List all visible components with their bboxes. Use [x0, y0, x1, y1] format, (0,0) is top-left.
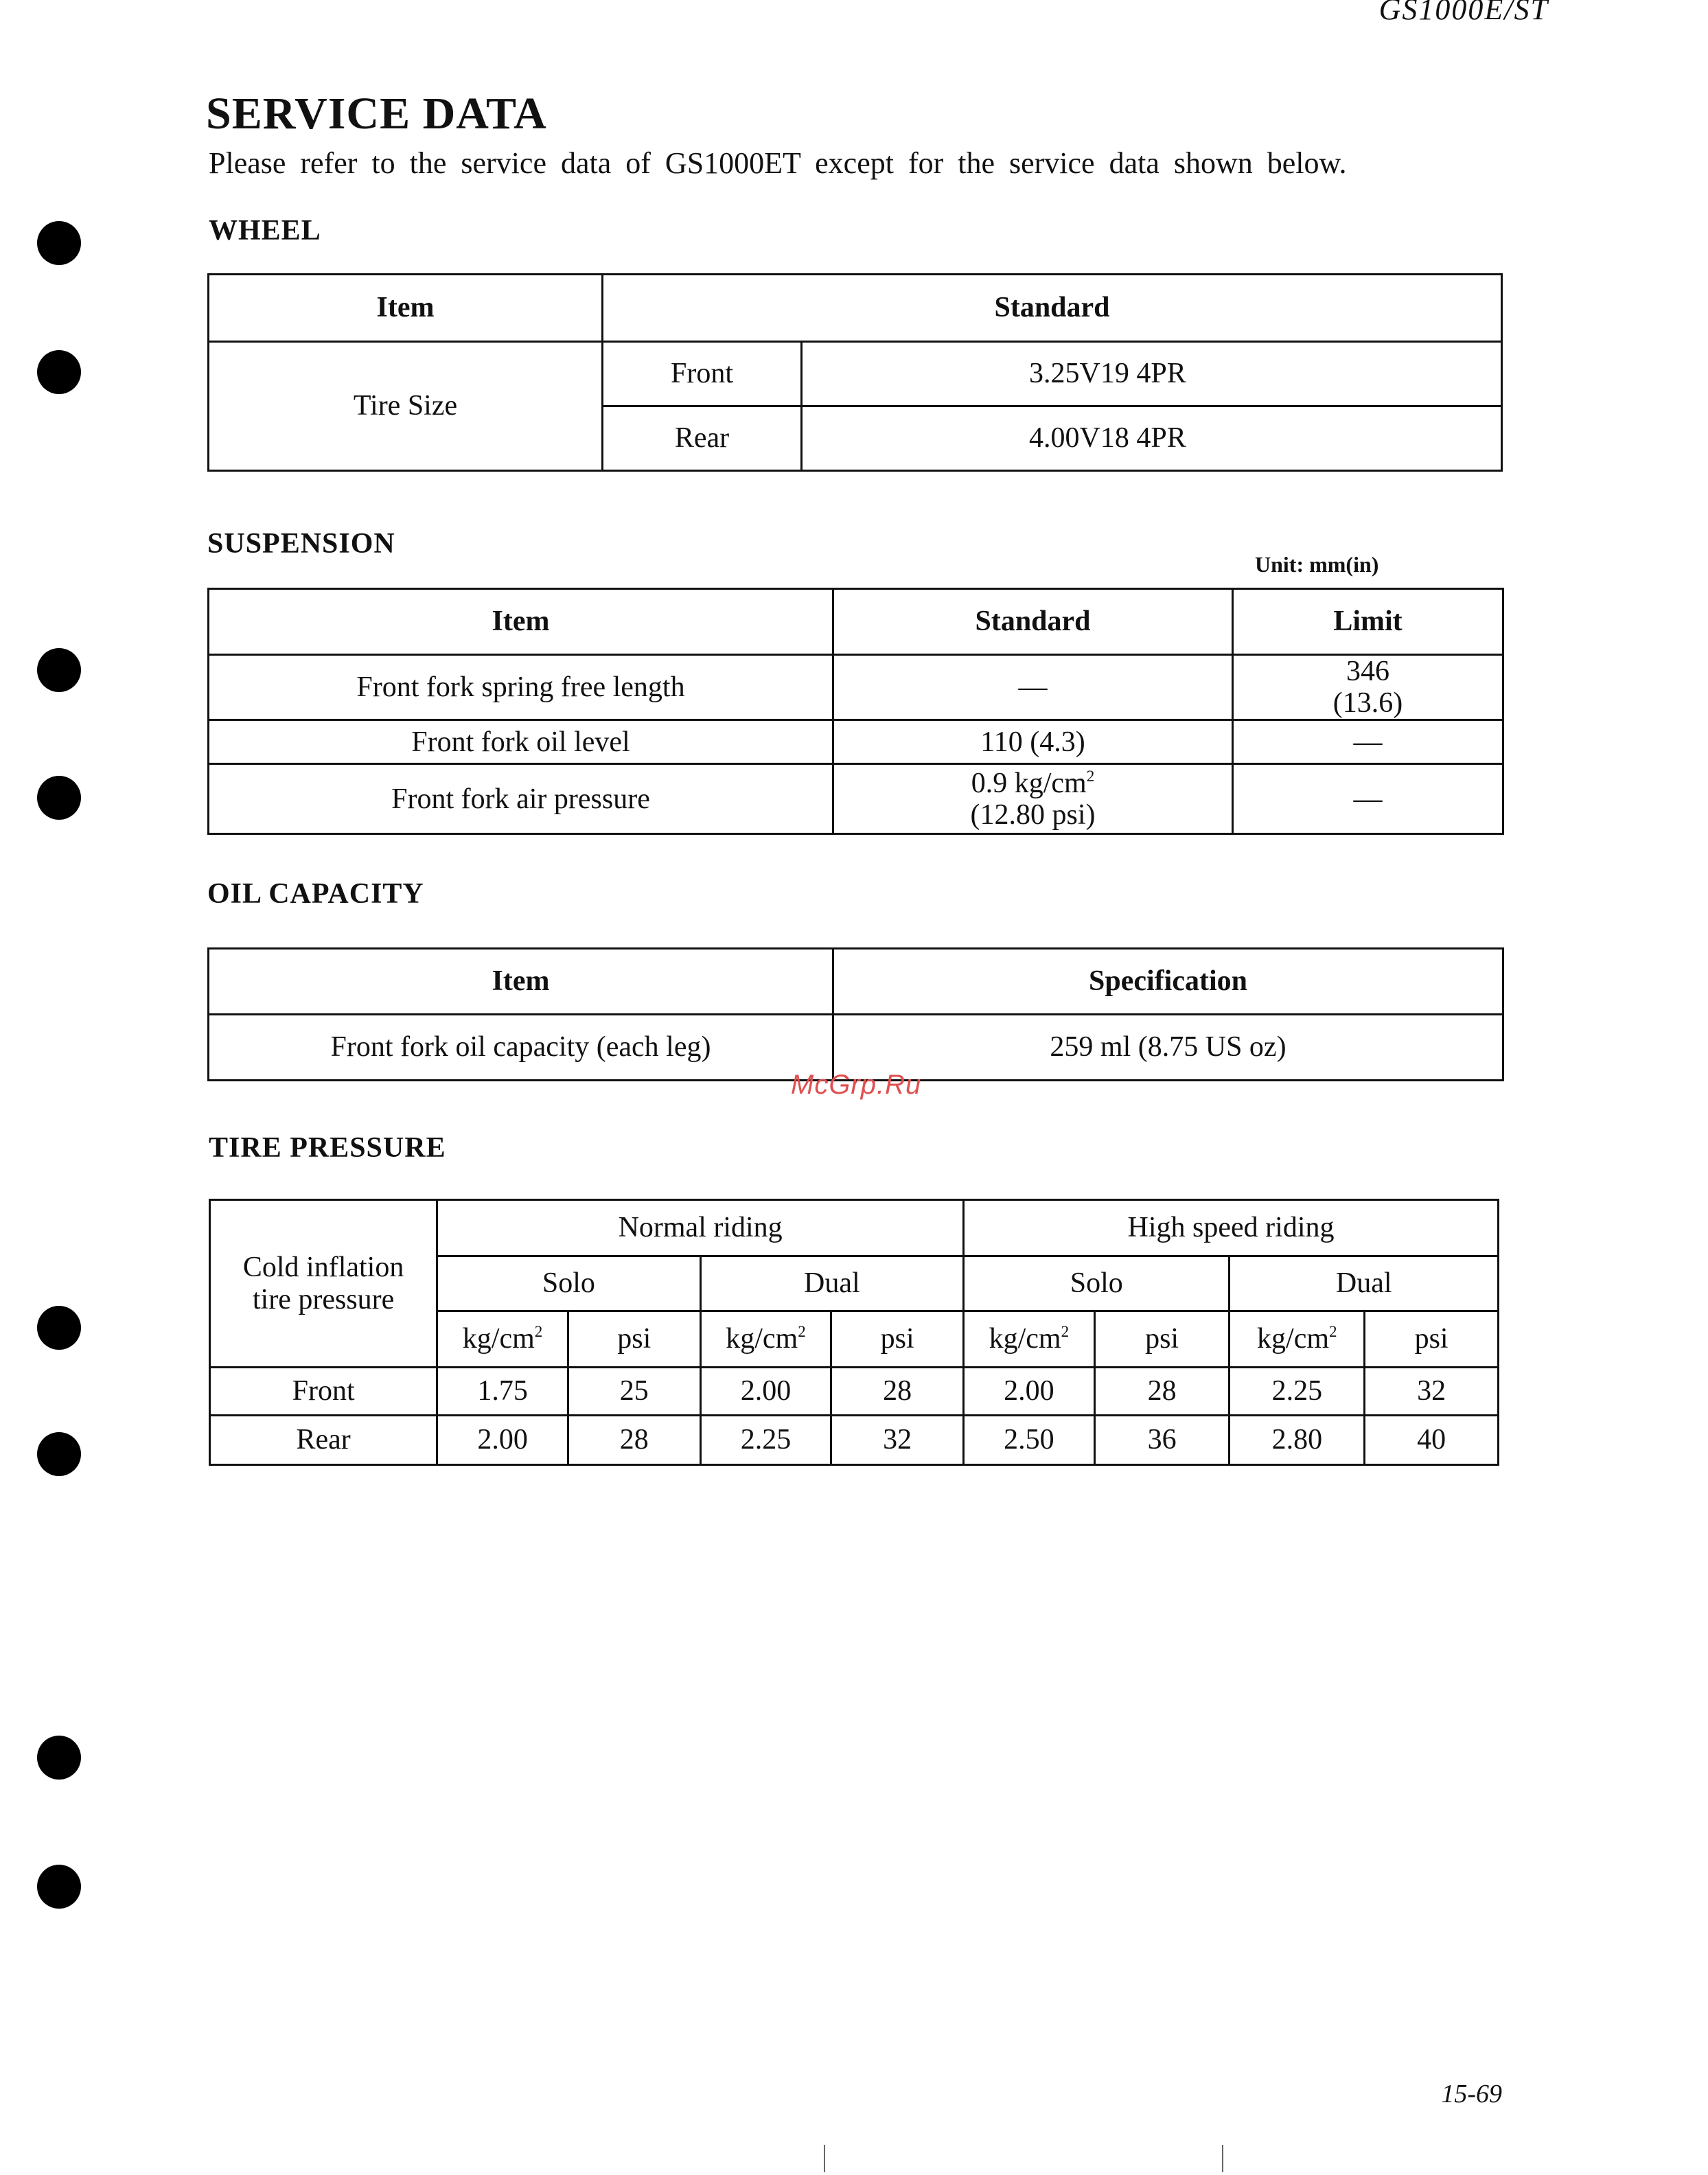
binder-hole [37, 1865, 81, 1909]
page-number: 15-69 [1441, 2080, 1502, 2108]
unit-psi-header: psi [1365, 1311, 1499, 1368]
suspension-unit: Unit: mm(in) [1255, 552, 1379, 577]
table-cell: 28 [831, 1368, 964, 1416]
binder-hole [37, 1432, 81, 1476]
table-cell: 32 [831, 1416, 964, 1465]
air-pressure-psi: (12.80 psi) [970, 798, 1096, 831]
oil-capacity-heading: OIL CAPACITY [207, 878, 424, 910]
high-dual-header: Dual [1230, 1256, 1499, 1311]
table-cell: 28 [1094, 1368, 1230, 1416]
binder-hole [37, 1306, 81, 1350]
unit-kg-header: $kg/cm^2$ [964, 1311, 1095, 1368]
table-cell: 2.00 [964, 1368, 1095, 1416]
normal-solo-header: Solo [437, 1256, 700, 1311]
wheel-rear-value: 4.00V18 4PR [802, 406, 1502, 471]
unit-psi-header: psi [831, 1311, 964, 1368]
wheel-heading: WHEEL [209, 215, 321, 246]
suspension-row-limit [1233, 655, 1503, 720]
suspension-row-item: Front fork air pressure [209, 764, 833, 834]
suspension-heading: SUSPENSION [207, 528, 395, 560]
table-cell: 2.00 [437, 1416, 568, 1465]
oil-header-item: Item [209, 949, 833, 1015]
suspension-row-item: Front fork spring free length [209, 655, 833, 720]
wheel-table [207, 273, 1503, 472]
binder-hole [37, 648, 81, 692]
table-cell: 2.80 [1230, 1416, 1365, 1465]
air-pressure-kg: 0.9 $kg/cm^2$ [971, 766, 1095, 799]
table-cell: 2.00 [700, 1368, 831, 1416]
unit-kg-header: $kg/cm^2$ [1230, 1311, 1365, 1368]
crop-mark [1222, 2145, 1223, 2172]
suspension-row-standard [833, 764, 1233, 834]
table-row [210, 1368, 1499, 1416]
row-label-front: Front [210, 1368, 437, 1416]
table-cell: 1.75 [437, 1368, 568, 1416]
oil-header-spec: Specification [833, 949, 1503, 1015]
suspension-row-standard: — [833, 655, 1233, 720]
table-cell: 28 [568, 1416, 700, 1465]
binder-hole [37, 1736, 81, 1780]
binder-hole [37, 776, 81, 820]
normal-dual-header: Dual [700, 1256, 963, 1311]
tire-corner-label: Cold inflation tire pressure [210, 1200, 437, 1368]
high-solo-header: Solo [964, 1256, 1230, 1311]
wheel-tire-size-label: Tire Size [209, 342, 603, 471]
group-high-speed-riding: High speed riding [964, 1200, 1499, 1256]
wheel-front-label: Front [603, 342, 802, 406]
tire-pressure-heading: TIRE PRESSURE [209, 1132, 446, 1164]
oil-row-spec: 259 ml (8.75 US oz) [833, 1015, 1503, 1081]
unit-kg-header: $kg/cm^2$ [700, 1311, 831, 1368]
row-label-rear: Rear [210, 1416, 437, 1465]
limit-value: 346 [1346, 656, 1389, 687]
wheel-header-item: Item [209, 275, 603, 342]
table-row [210, 1416, 1499, 1465]
intro-text: Please refer to the service data of GS1000ET except for the service data shown below. [209, 146, 1347, 180]
binder-hole [37, 350, 81, 394]
suspension-row-standard: 110 (4.3) [833, 720, 1233, 764]
watermark: McGrp.Ru [791, 1070, 922, 1100]
suspension-header-standard: Standard [833, 589, 1233, 655]
wheel-header-standard: Standard [603, 275, 1502, 342]
group-normal-riding: Normal riding [437, 1200, 964, 1256]
wheel-rear-label: Rear [603, 406, 802, 471]
unit-psi-header: psi [1094, 1311, 1230, 1368]
oil-capacity-table [207, 947, 1504, 1081]
suspension-header-item: Item [209, 589, 833, 655]
table-cell: 25 [568, 1368, 700, 1416]
table-cell: 40 [1365, 1416, 1499, 1465]
binder-hole [37, 221, 81, 265]
table-cell: 2.25 [1230, 1368, 1365, 1416]
suspension-row-limit: — [1233, 764, 1503, 834]
document-code: GS1000E/ST [1378, 0, 1549, 26]
page-title: SERVICE DATA [206, 89, 547, 139]
table-cell: 2.50 [964, 1416, 1095, 1465]
unit-psi-header: psi [568, 1311, 700, 1368]
suspension-table [207, 588, 1504, 835]
unit-kg-header: $kg/cm^2$ [437, 1311, 568, 1368]
tire-pressure-table [209, 1199, 1499, 1466]
table-cell: 2.25 [700, 1416, 831, 1465]
table-cell: 36 [1094, 1416, 1230, 1465]
crop-mark [824, 2145, 825, 2172]
suspension-row-limit: — [1233, 720, 1503, 764]
limit-value-inch: (13.6) [1332, 687, 1403, 720]
table-cell: 32 [1365, 1368, 1499, 1416]
suspension-row-item: Front fork oil level [209, 720, 833, 764]
oil-row-item: Front fork oil capacity (each leg) [209, 1015, 833, 1081]
wheel-front-value: 3.25V19 4PR [802, 342, 1502, 406]
suspension-header-limit: Limit [1233, 589, 1503, 655]
